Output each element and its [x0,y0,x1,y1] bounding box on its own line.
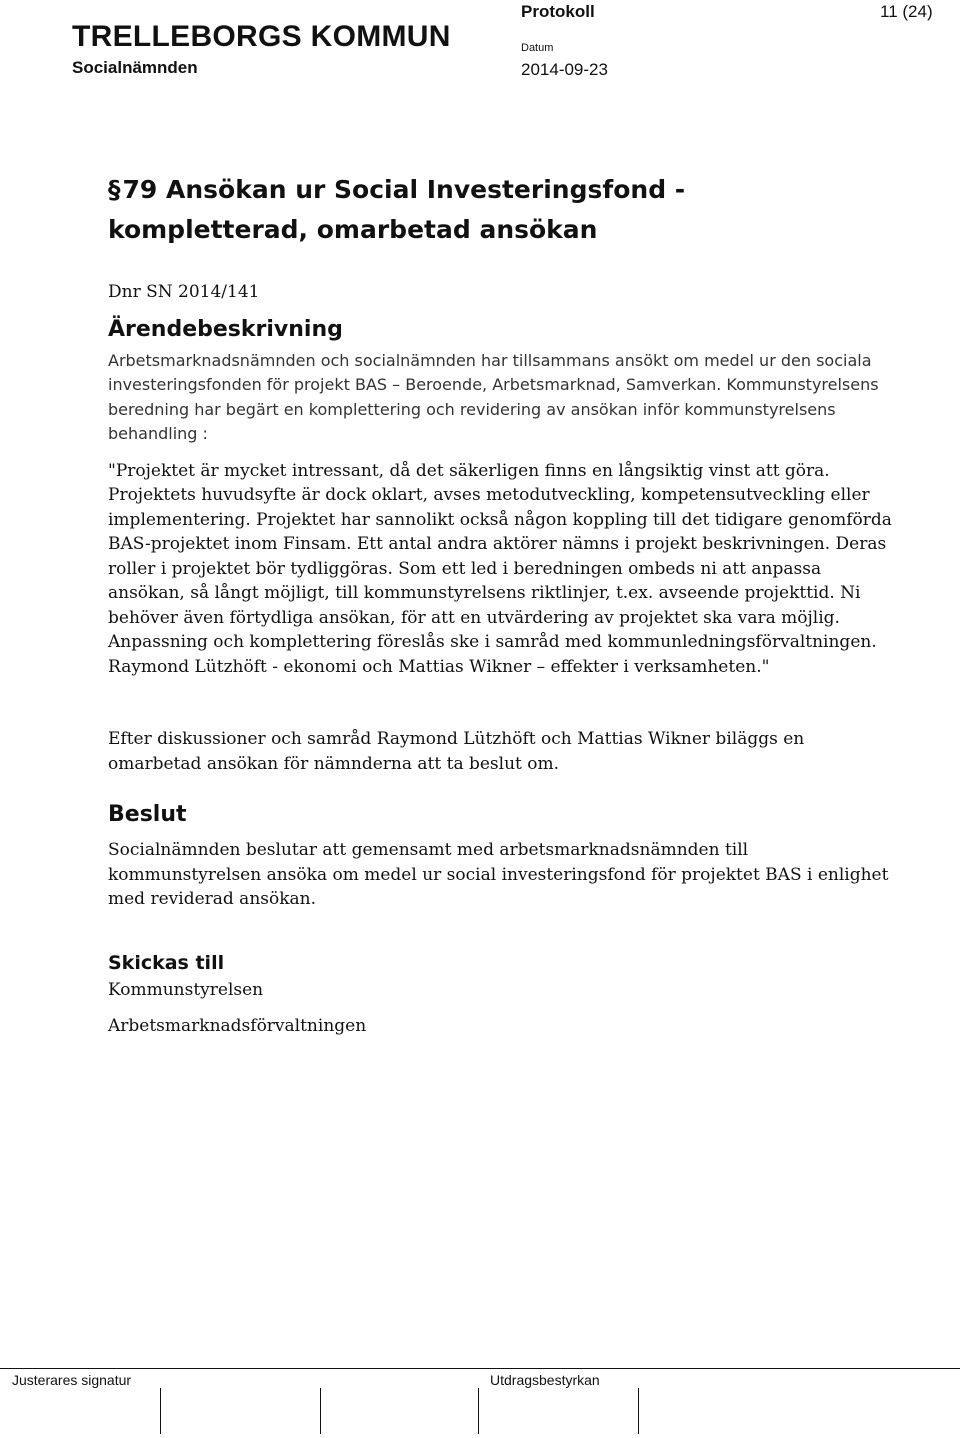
document-date: 2014-09-23 [521,60,608,79]
utdragsbestyrkan-label: Utdragsbestyrkan [490,1372,600,1388]
section-title-line2: kompletterad, omarbetad ansökan [108,215,598,244]
justerares-signatur-label: Justerares signatur [12,1372,132,1388]
arendebeskrivning-heading: Ärendebeskrivning [108,316,343,342]
document-type: Protokoll [521,2,595,21]
signature-box-divider [478,1388,479,1434]
paragraph-sign: § [108,175,121,204]
signature-box-divider [320,1388,321,1434]
section-title [108,170,898,250]
signature-box-divider [160,1388,161,1434]
quoted-statement: "Projektet är mycket intressant, då det säkerligen finns en långsiktig vinst att göra. Projektets huvudsyfte är dock oklart, avses metodutveckling, kompetensutveckling eller implementering. Projektet har sannolikt också någon koppling till det tidigare genomförda BAS-projektet inom Finsam. Ett antal andra aktörer nämns i projekt beskrivningen. Deras roller i projektet bör tydliggöras. Som ett led i beredningen ombeds ni att anpassa ansökan, så långt möjligt, till kommunstyrelsens riktlinjer, t.ex. avseende projekttid. Ni behöver även förtydliga ansökan, för att en utvärdering av projektet ska vara möjlig. Anpassning och komplettering föreslås ske i samråd med kommunledningsförvaltningen. Raymond Lützhöft - ekonomi och Mattias Wikner – effekter i verksamheten." [108,460,892,677]
signature-box-divider [638,1388,639,1434]
organization-name: TRELLEBORGS KOMMUN [72,20,451,53]
decision-text: Socialnämnden beslutar att gemensamt med arbetsmarknadsnämnden till kommunstyrelsen ansöka om medel ur social investeringsfond för projektet BAS i enlighet med reviderad ansökan. [108,840,889,909]
page-number: 11 (24) [880,2,933,21]
diary-number: Dnr SN 2014/141 [108,282,260,302]
skickas-till-heading: Skickas till [108,951,225,974]
case-description: Arbetsmarknadsnämnden och socialnämnden har tillsammans ansökt om medel ur den sociala investeringsfonden för projekt BAS – Beroende, Arbetsmarknad, Samverkan. Kommunstyrelsens beredning har begärt en komplettering och revidering av ansökan inför kommunstyrelsens behandling : [108,350,879,443]
document-body [108,170,898,1038]
footer-divider [0,1368,960,1369]
beslut-heading: Beslut [108,802,187,827]
section-title-line1: 79 Ansökan ur Social Investeringsfond - [122,175,686,204]
committee-name: Socialnämnden [72,58,198,77]
recipient-item: Kommunstyrelsen [108,979,264,1000]
date-label: Datum [521,42,554,54]
recipient-item: Arbetsmarknadsförvaltningen [108,1015,367,1036]
discussion-paragraph: Efter diskussioner och samråd Raymond Lützhöft och Mattias Wikner biläggs en omarbetad ansökan för nämnderna att ta beslut om. [108,729,805,774]
